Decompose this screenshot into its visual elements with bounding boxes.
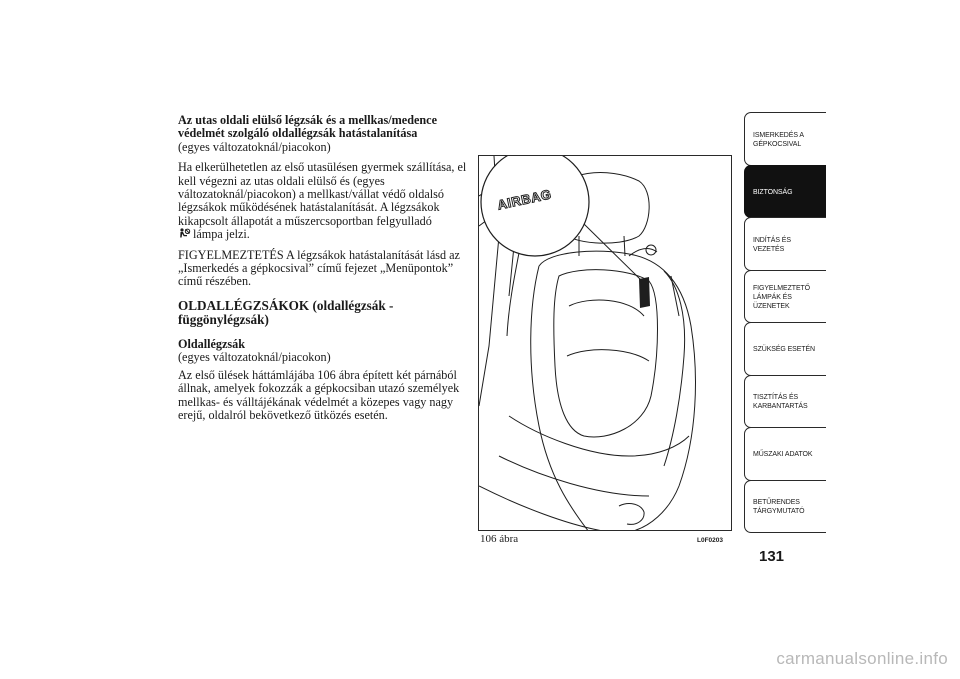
section1-heading-line1: Az utas oldali elülső légzsák és a mellkas/medence: [178, 113, 437, 127]
seat-airbag-figure: [478, 155, 732, 531]
section2-variant-note: (egyes változatoknál/piacokon): [178, 350, 331, 365]
page-number: 131: [759, 548, 785, 565]
section1-paragraph-block: [178, 161, 468, 241]
section2-subhead-block: [178, 338, 468, 365]
section1-heading-line2: védelmét szolgáló oldallégzsák hatástalanítása: [178, 126, 418, 141]
tab-ismerkedes[interactable]: [744, 112, 826, 166]
tab-label: ISMERKEDÉS A GÉPKOCSIVAL: [753, 129, 804, 148]
section1-variant-note: (egyes változatoknál/piacokon): [178, 139, 331, 154]
tab-label: BIZTONSÁG: [753, 186, 793, 196]
tab-biztonsag[interactable]: [744, 165, 826, 219]
tab-label: SZÜKSÉG ESETÉN: [753, 344, 815, 354]
section2-subhead: Oldallégzsák: [178, 336, 246, 351]
section2-paragraph: Az első ülések háttámlájába 106 ábra épített két párnából állnak, amelyek fokozzák a gépkocsiban utazó személyek mellkas- és válltájékának védelmét a közepes vagy nagy erejű, oldalról bekövetkező ütközés esetén.: [178, 367, 460, 422]
section1-paragraph: Ha elkerülhetetlen az első utasülésen gyermek szállítása, el kell végezni az utas oldali elülső és (egyes változatoknál/piacokon) a mellkast/vállat védő oldalsó légzsákok működésének hatástalanítását. A légzsákok kikapcsolt állapotát a műszercsoportban felgyulladó: [178, 160, 467, 228]
main-text-column: [178, 114, 468, 429]
figure-caption: 106 ábra: [480, 533, 519, 545]
tab-tisztitas[interactable]: [744, 375, 826, 429]
tab-label: BETŰRENDES TÁRGYMUTATÓ: [753, 497, 805, 516]
section1-paragraph-end: lámpa jelzi.: [193, 227, 250, 242]
tab-szukseg[interactable]: [744, 322, 826, 376]
seat-illustration: [479, 156, 732, 531]
tab-figyelmezteto[interactable]: [744, 270, 826, 324]
section1-warning: FIGYELMEZTETÉS A légzsákok hatástalanítását lásd az „Ismerkedés a gépkocsival” című fejezet „Menüpontok” című részében.: [178, 247, 460, 289]
tab-targymutato[interactable]: [744, 480, 826, 534]
tab-label: FIGYELMEZTETŐ LÁMPÁK ÉS ÜZENETEK: [753, 282, 811, 310]
airbag-off-icon: [178, 228, 191, 239]
tab-muszaki[interactable]: [744, 427, 826, 481]
section1-block: [178, 114, 468, 154]
figure-code: L0F0203: [697, 537, 724, 544]
section2-title: OLDALLÉGZSÁKOK (oldallégzsák - függönylégzsák): [178, 297, 394, 328]
airbag-label: AIRBAG: [496, 186, 553, 213]
watermark: carmanualsonline.info: [776, 649, 948, 668]
tab-label: INDÍTÁS ÉS VEZETÉS: [753, 234, 791, 253]
chapter-tabs: [744, 112, 826, 533]
tab-label: MŰSZAKI ADATOK: [753, 449, 813, 459]
tab-label: TISZTÍTÁS ÉS KARBANTARTÁS: [753, 392, 808, 411]
tab-inditas[interactable]: [744, 217, 826, 271]
